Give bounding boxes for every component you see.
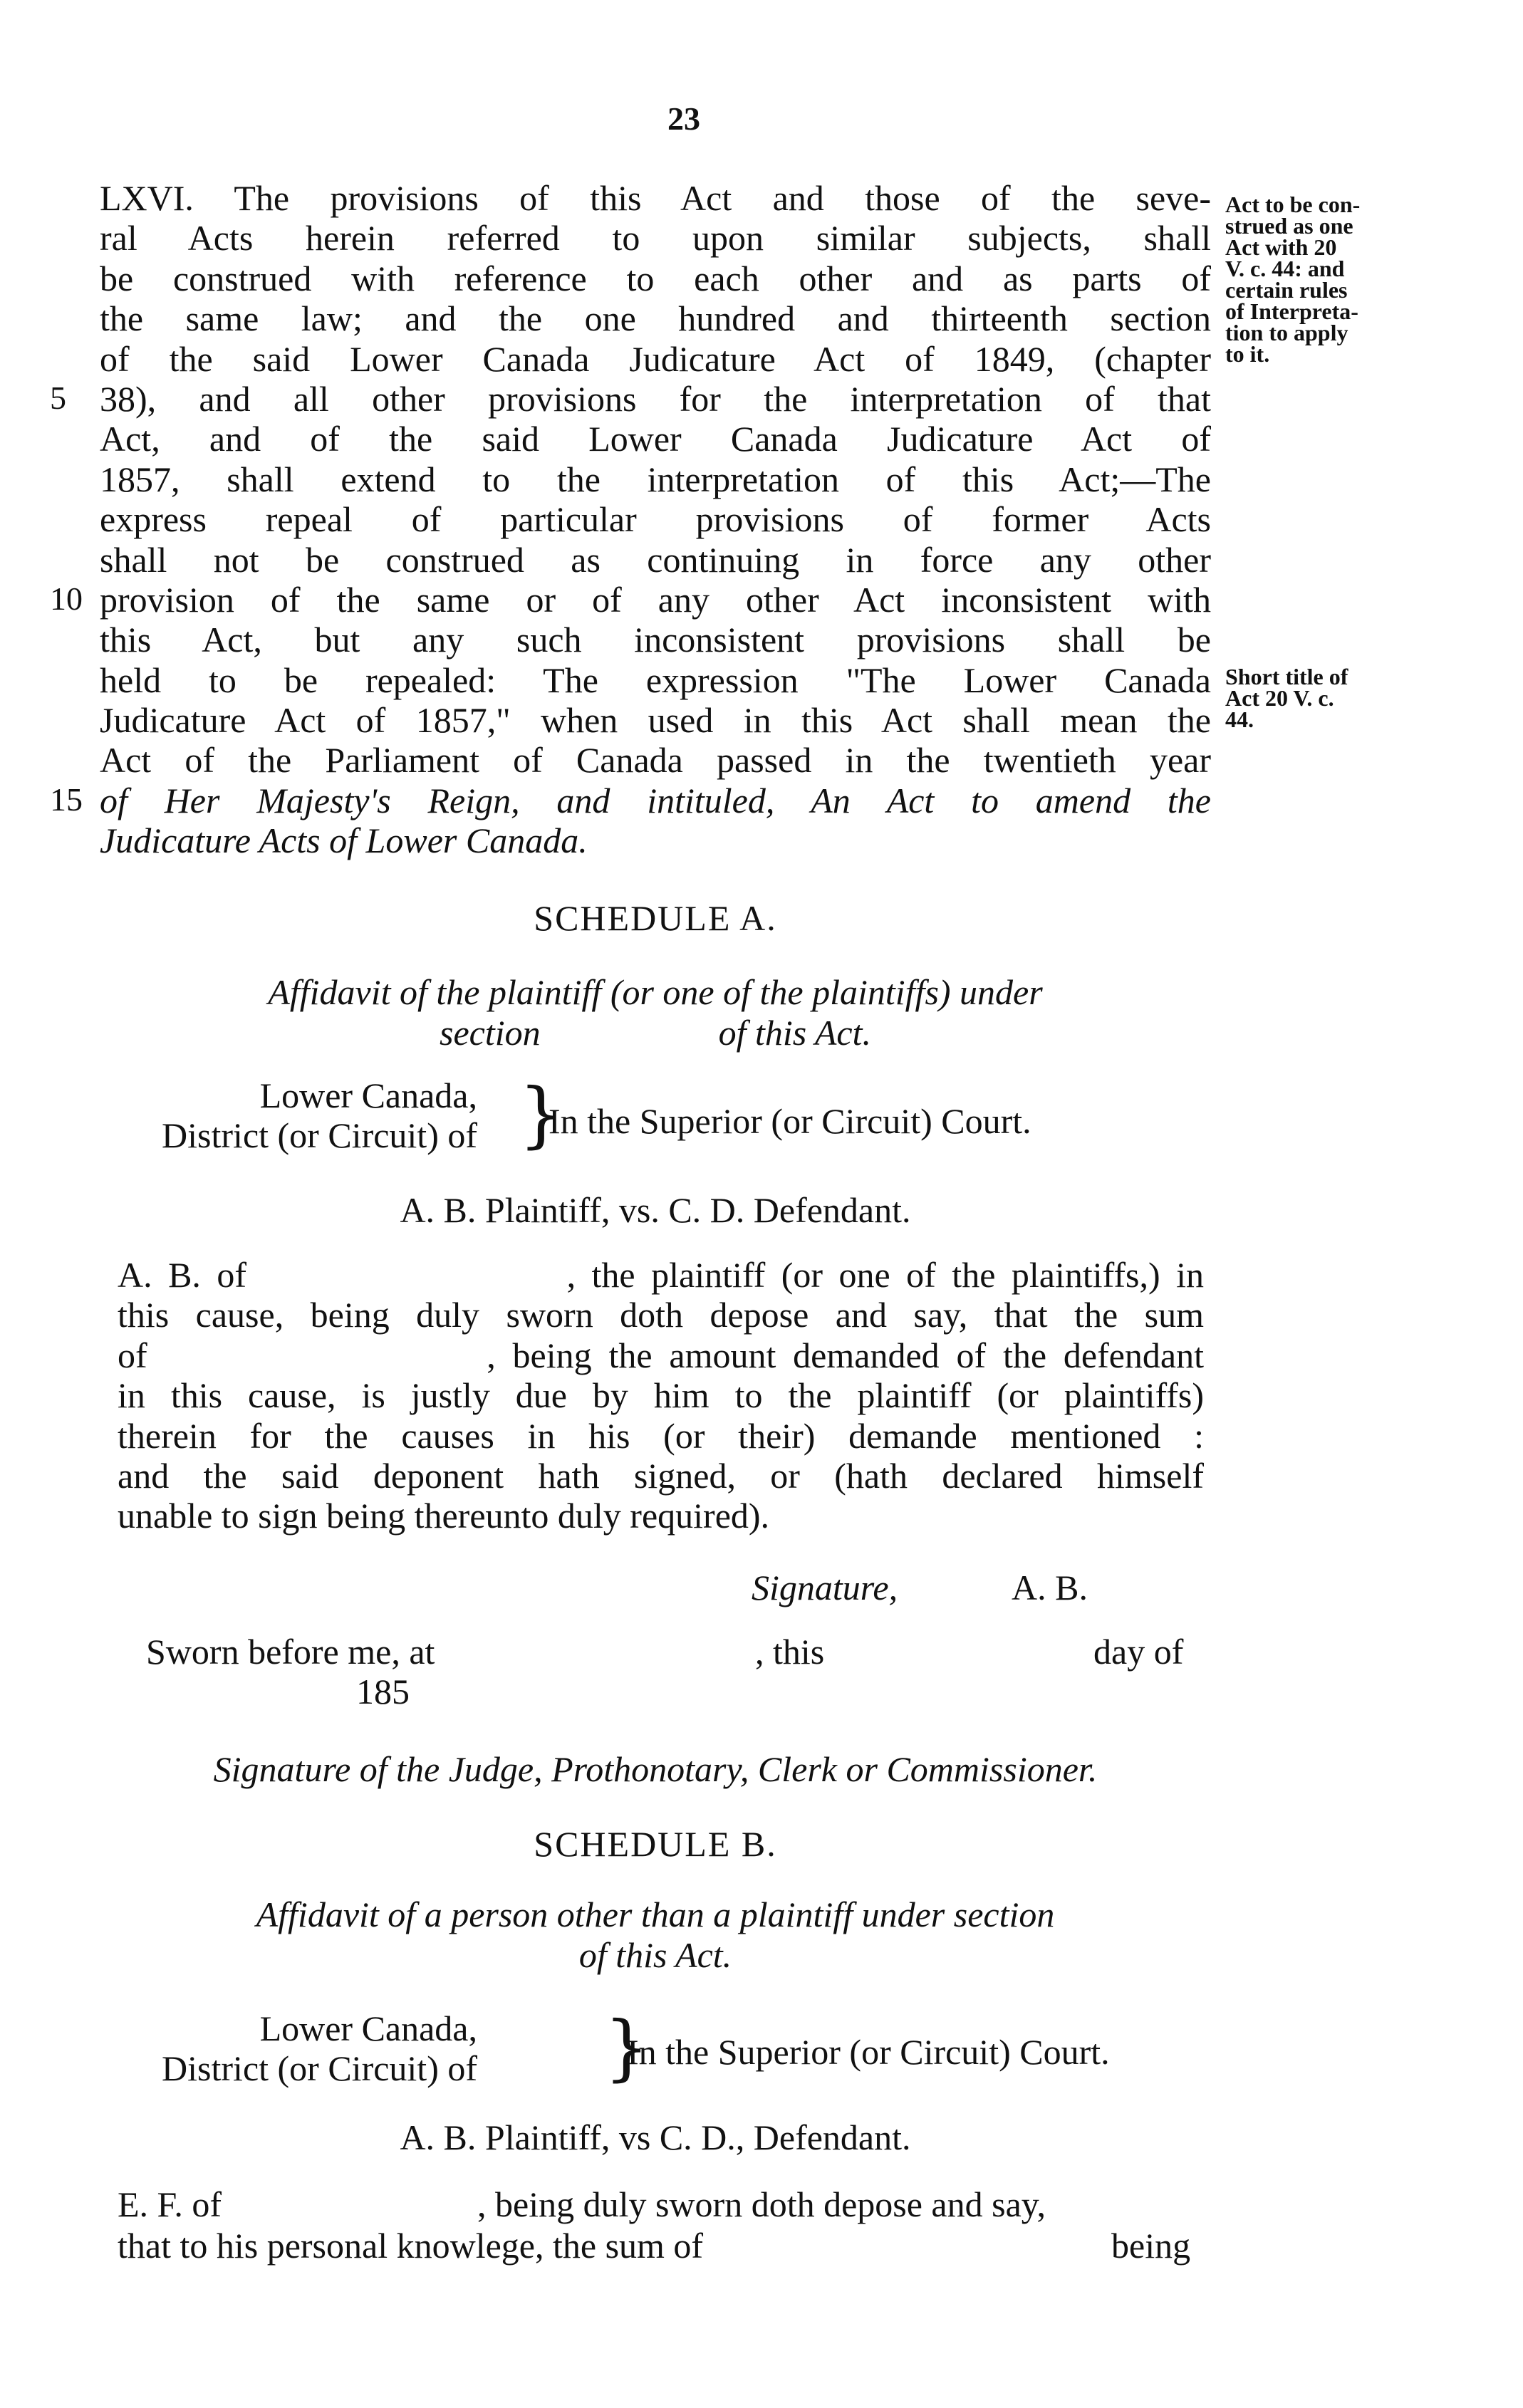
sworn-year: 185 — [356, 1672, 410, 1711]
schedule-a-subtitle: Affidavit of the plaintiff (or one of the plaintiffs) under — [268, 972, 1043, 1012]
sworn-this: , this — [755, 1632, 825, 1672]
text-line: of , being the amount demanded of the defendant — [118, 1335, 1204, 1375]
judge-signature-line: Signature of the Judge, Prothonotary, Clerk or Commissioner. — [213, 1749, 1098, 1789]
schedule-a-heading: SCHEDULE A. — [534, 898, 777, 938]
text-line: Act of the Parliament of Canada passed in the twentieth year — [100, 740, 1211, 781]
schedule-a-subtitle-2: section of this Act. — [440, 1013, 871, 1053]
margin-note-line: certain rules — [1225, 277, 1348, 303]
text-line: of the said Lower Canada Judicature Act of 1849, (chapter — [100, 338, 1211, 379]
text-line: 1857, shall extend to the interpretation of this Act;—The — [100, 459, 1211, 499]
section-lxvi-paragraph — [100, 178, 1211, 861]
text-line: Judicature Acts of Lower Canada. — [100, 820, 588, 861]
caption-line: Lower Canada, — [259, 2008, 477, 2048]
signature-label: Signature, — [752, 1568, 898, 1607]
schedule-b-body-line2: that to his personal knowlege, the sum of — [118, 2226, 704, 2266]
schedule-b-court: In the Superior (or Circuit) Court. — [627, 2032, 1110, 2072]
margin-note-line: V. c. 44: and — [1225, 256, 1345, 281]
text-line: and the said deponent hath signed, or (hath declared himself — [118, 1455, 1204, 1496]
text-line: 38), and all other provisions for the interpretation of that — [100, 378, 1211, 419]
schedule-b-body-start: E. F. of — [118, 2184, 222, 2224]
text-line: this cause, being duly sworn doth depose and say, that the sum — [118, 1295, 1204, 1335]
schedule-b-heading: SCHEDULE B. — [534, 1824, 777, 1864]
brace-icon: } — [604, 2006, 650, 2089]
text-line: this Act, but any such inconsistent provisions shall be — [100, 620, 1211, 660]
margin-note-line: Short title of — [1225, 664, 1348, 689]
margin-note-line: strued as one — [1225, 213, 1353, 239]
text-line: Act, and of the said Lower Canada Judicature Act of — [100, 419, 1211, 459]
text-line: held to be repealed: The expression "The Lower Canada — [100, 660, 1211, 700]
schedule-b-body-being: being — [1111, 2226, 1191, 2266]
text-line: express repeal of particular provisions of former Acts — [100, 499, 1211, 540]
schedule-b-body-cont: , being duly sworn doth depose and say, — [477, 2184, 1046, 2224]
margin-note-line: of Interpreta- — [1225, 298, 1358, 324]
schedule-b-caption — [107, 2008, 477, 2088]
text-line: of Her Majesty's Reign, and intituled, An Act to amend the — [100, 780, 1211, 820]
margin-note-line: Act 20 V. c. — [1225, 685, 1334, 711]
margin-note-line: Act to be con- — [1225, 192, 1361, 217]
caption-line: District (or Circuit) of — [162, 2048, 477, 2088]
margin-note-short-title — [1225, 666, 1453, 730]
text-line: unable to sign being thereunto duly required). — [118, 1496, 770, 1536]
schedule-b-parties: A. B. Plaintiff, vs C. D., Defendant. — [400, 2117, 911, 2157]
sworn-day-of: day of — [1093, 1632, 1184, 1672]
text-line: in this cause, is justly due by him to the plaintiff (or plaintiffs) — [118, 1375, 1204, 1416]
schedule-a-caption — [107, 1075, 477, 1155]
schedule-b-subtitle: Affidavit of a person other than a plaintiff under section — [256, 1894, 1055, 1934]
line-number: 5 — [50, 380, 66, 416]
text-line: provision of the same or of any other Act inconsistent with — [100, 579, 1211, 620]
caption-line: District (or Circuit) of — [162, 1115, 477, 1155]
line-number: 10 — [50, 580, 83, 617]
caption-line: Lower Canada, — [259, 1075, 477, 1115]
margin-note-line: tion to apply — [1225, 320, 1348, 345]
page-number: 23 — [667, 100, 700, 137]
text-line: the same law; and the one hundred and thirteenth section — [100, 298, 1211, 339]
text-line: Judicature Act of 1857," when used in this Act shall mean the — [100, 700, 1211, 741]
text-line: shall not be construed as continuing in force any other — [100, 539, 1211, 580]
sworn-before: Sworn before me, at — [146, 1632, 435, 1672]
margin-note-line: Act with 20 — [1225, 234, 1337, 260]
schedule-a-court: In the Superior (or Circuit) Court. — [549, 1101, 1031, 1141]
text-line: be construed with reference to each other and as parts of — [100, 258, 1211, 298]
schedule-b-subtitle-2: of this Act. — [578, 1935, 732, 1975]
text-line: LXVI. The provisions of this Act and those of the seve- — [100, 178, 1211, 218]
schedule-a-parties: A. B. Plaintiff, vs. C. D. Defendant. — [400, 1190, 911, 1230]
schedule-a-body — [118, 1255, 1204, 1536]
text-line: therein for the causes in his (or their) demande mentioned : — [118, 1415, 1204, 1456]
margin-note-interpretation — [1225, 194, 1453, 365]
margin-note-line: to it. — [1225, 341, 1270, 367]
brace-icon: } — [519, 1073, 564, 1156]
signature-name: A. B. — [1012, 1568, 1088, 1607]
line-number: 15 — [50, 781, 83, 818]
margin-note-line: 44. — [1225, 707, 1254, 732]
text-line: ral Acts herein referred to upon similar subjects, shall — [100, 218, 1211, 259]
text-line: A. B. of , the plaintiff (or one of the plaintiffs,) in — [118, 1255, 1204, 1295]
